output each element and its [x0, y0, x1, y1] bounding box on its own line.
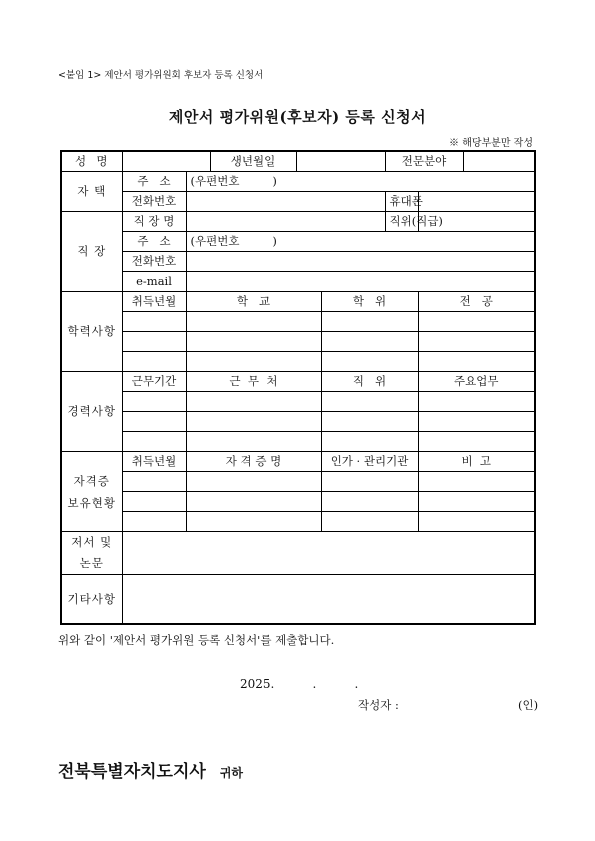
career-label: 경력사항: [61, 372, 122, 452]
career-header-position: 직 위: [321, 372, 418, 392]
home-address-field[interactable]: (우편번호 ): [186, 172, 535, 192]
name-field[interactable]: [122, 151, 210, 172]
education-header-date: 취득년월: [122, 292, 186, 312]
mobile-field[interactable]: [418, 192, 535, 212]
education-header-major: 전 공: [418, 292, 535, 312]
career-header-duties: 주요업무: [418, 372, 535, 392]
other-field[interactable]: [122, 575, 535, 625]
home-label: 자 택: [61, 172, 122, 212]
work-phone-field[interactable]: [186, 252, 535, 272]
work-address-label: 주 소: [122, 232, 186, 252]
field-label: 전문분야: [385, 151, 463, 172]
form-title: 제안서 평가위원(후보자) 등록 신청서: [168, 108, 427, 126]
career-row[interactable]: [61, 392, 535, 412]
publications-label-line1: 저서 및: [71, 535, 113, 549]
license-label-line1: 자격증: [73, 473, 110, 488]
home-phone-label: 전화번호: [122, 192, 186, 212]
instruction-note: ※ 해당부분만 작성: [449, 138, 533, 149]
license-header-date: 취득년월: [122, 452, 186, 472]
license-label-line2: 보유현황: [67, 495, 116, 510]
recipient-name: 전북특별자치도지사: [58, 762, 206, 782]
position-label: 직위(직급): [385, 212, 418, 232]
license-row[interactable]: [61, 472, 535, 492]
writer-label: 작성자 :: [358, 698, 399, 712]
education-label: 학력사항: [61, 292, 122, 372]
publications-label: [61, 532, 122, 575]
education-header-degree: 학 위: [321, 292, 418, 312]
recipient-honorific: 귀하: [219, 766, 243, 780]
birth-label: 생년월일: [210, 151, 296, 172]
career-row[interactable]: [61, 432, 535, 452]
publications-label-line2: 논문: [79, 556, 104, 570]
home-phone-field[interactable]: [186, 192, 385, 212]
seal-label: (인): [518, 698, 539, 712]
license-header-name: 자 격 증 명: [186, 452, 321, 472]
license-header-remarks: 비 고: [418, 452, 535, 472]
email-field[interactable]: [186, 272, 535, 292]
education-header-school: 학 교: [186, 292, 321, 312]
publications-field[interactable]: [122, 532, 535, 575]
license-header-authority: 인가 · 관리기관: [321, 452, 418, 472]
home-address-label: 주 소: [122, 172, 186, 192]
birth-field[interactable]: [296, 151, 385, 172]
email-label: e-mail: [122, 272, 186, 292]
education-row[interactable]: [61, 332, 535, 352]
education-row[interactable]: [61, 352, 535, 372]
declaration-text: 위와 같이 '제안서 평가위원 등록 신청서'를 제출합니다.: [58, 633, 335, 647]
submission-date: 2025. . .: [240, 677, 359, 691]
name-row: [61, 151, 535, 172]
mobile-label: 휴대폰: [385, 192, 418, 212]
recipient: [58, 757, 243, 782]
company-field[interactable]: [186, 212, 385, 232]
career-header-workplace: 근 무 처: [186, 372, 321, 392]
field-input[interactable]: [463, 151, 535, 172]
career-row[interactable]: [61, 412, 535, 432]
attachment-label: <붙임 1> 제안서 평가위원회 후보자 등록 신청서: [58, 70, 264, 81]
company-label: 직 장 명: [122, 212, 186, 232]
career-header-period: 근무기간: [122, 372, 186, 392]
name-label: 성 명: [61, 151, 122, 172]
application-form-table: [60, 150, 536, 625]
work-phone-label: 전화번호: [122, 252, 186, 272]
license-row[interactable]: [61, 512, 535, 532]
other-label: 기타사항: [61, 575, 122, 625]
education-row[interactable]: [61, 312, 535, 332]
work-label: 직 장: [61, 212, 122, 292]
work-address-field[interactable]: (우편번호 ): [186, 232, 535, 252]
license-label: [61, 452, 122, 532]
license-row[interactable]: [61, 492, 535, 512]
